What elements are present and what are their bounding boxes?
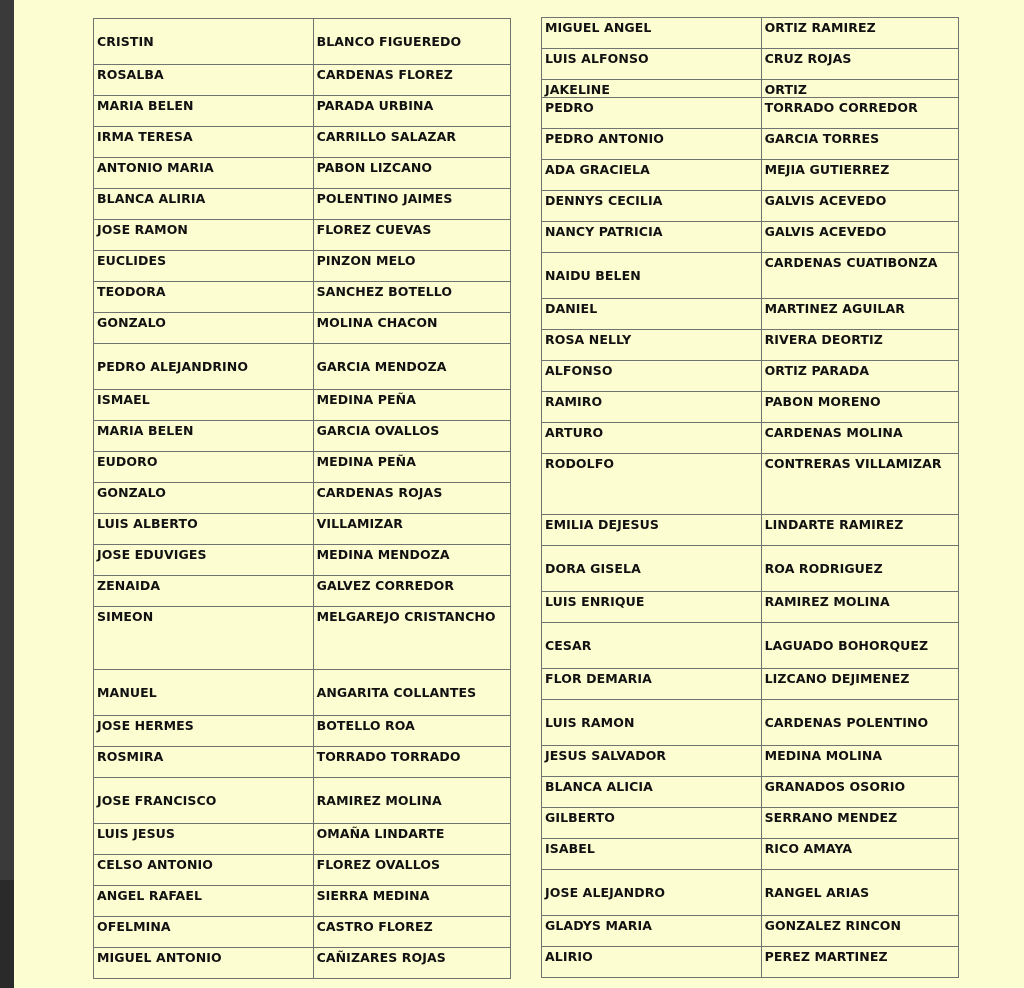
last-name-cell: LINDARTE RAMIREZ: [761, 515, 958, 546]
last-name-cell: ANGARITA COLLANTES: [313, 670, 510, 716]
first-name-cell: MANUEL: [94, 670, 314, 716]
last-name-cell: GARCIA MENDOZA: [313, 344, 510, 390]
right-table-row: [542, 669, 959, 700]
last-name-cell: PEREZ MARTINEZ: [761, 947, 958, 978]
last-name-cell: RICO AMAYA: [761, 839, 958, 870]
right-table-row: [542, 49, 959, 80]
names-table-left: [93, 18, 511, 979]
last-name-cell: MEJIA GUTIERREZ: [761, 160, 958, 191]
right-table-row: [542, 253, 959, 299]
right-table-row: [542, 18, 959, 49]
last-name-cell: RAMIREZ MOLINA: [761, 592, 958, 623]
last-name-cell: GALVIS ACEVEDO: [761, 191, 958, 222]
last-name-cell: LIZCANO DEJIMENEZ: [761, 669, 958, 700]
right-table-row: [542, 423, 959, 454]
left-table-row: [94, 452, 511, 483]
names-table-left-body: [94, 19, 511, 979]
last-name-cell: RANGEL ARIAS: [761, 870, 958, 916]
left-table-row: [94, 96, 511, 127]
first-name-cell: JOSE RAMON: [94, 220, 314, 251]
first-name-cell: FLOR DEMARIA: [542, 669, 762, 700]
first-name-cell: JOSE HERMES: [94, 716, 314, 747]
first-name-cell: NAIDU BELEN: [542, 253, 762, 299]
first-name-cell: SIMEON: [94, 607, 314, 670]
first-name-cell: LUIS ALFONSO: [542, 49, 762, 80]
names-table-right-body: [542, 18, 959, 978]
first-name-cell: GONZALO: [94, 483, 314, 514]
first-name-cell: ALIRIO: [542, 947, 762, 978]
last-name-cell: CARRILLO SALAZAR: [313, 127, 510, 158]
last-name-cell: SERRANO MENDEZ: [761, 808, 958, 839]
right-table-row: [542, 80, 959, 98]
first-name-cell: NANCY PATRICIA: [542, 222, 762, 253]
first-name-cell: MIGUEL ANTONIO: [94, 948, 314, 979]
left-table-row: [94, 220, 511, 251]
last-name-cell: MEDINA PEÑA: [313, 452, 510, 483]
right-table-row: [542, 839, 959, 870]
last-name-cell: VILLAMIZAR: [313, 514, 510, 545]
first-name-cell: MIGUEL ANGEL: [542, 18, 762, 49]
left-table-row: [94, 948, 511, 979]
last-name-cell: CARDENAS FLOREZ: [313, 65, 510, 96]
left-table-row: [94, 65, 511, 96]
right-table-row: [542, 191, 959, 222]
first-name-cell: ADA GRACIELA: [542, 160, 762, 191]
right-table-row: [542, 870, 959, 916]
left-table-row: [94, 855, 511, 886]
right-table-row: [542, 592, 959, 623]
last-name-cell: CARDENAS MOLINA: [761, 423, 958, 454]
first-name-cell: LUIS ENRIQUE: [542, 592, 762, 623]
first-name-cell: BLANCA ALICIA: [542, 777, 762, 808]
first-name-cell: CESAR: [542, 623, 762, 669]
last-name-cell: RIVERA DEORTIZ: [761, 330, 958, 361]
left-table-row: [94, 483, 511, 514]
first-name-cell: LUIS JESUS: [94, 824, 314, 855]
first-name-cell: JAKELINE: [542, 80, 762, 98]
last-name-cell: POLENTINO JAIMES: [313, 189, 510, 220]
first-name-cell: ANGEL RAFAEL: [94, 886, 314, 917]
left-table-row: [94, 747, 511, 778]
left-table-row: [94, 189, 511, 220]
first-name-cell: DANIEL: [542, 299, 762, 330]
left-table-row: [94, 545, 511, 576]
left-table-row: [94, 514, 511, 545]
first-name-cell: CRISTIN: [94, 19, 314, 65]
left-table-row: [94, 313, 511, 344]
first-name-cell: PEDRO: [542, 98, 762, 129]
first-name-cell: EMILIA DEJESUS: [542, 515, 762, 546]
first-name-cell: ISMAEL: [94, 390, 314, 421]
left-table-row: [94, 716, 511, 747]
last-name-cell: ORTIZ: [761, 80, 958, 98]
first-name-cell: GONZALO: [94, 313, 314, 344]
first-name-cell: DENNYS CECILIA: [542, 191, 762, 222]
last-name-cell: CAÑIZARES ROJAS: [313, 948, 510, 979]
first-name-cell: ANTONIO MARIA: [94, 158, 314, 189]
left-table-row: [94, 576, 511, 607]
first-name-cell: JESUS SALVADOR: [542, 746, 762, 777]
right-table-row: [542, 98, 959, 129]
first-name-cell: GLADYS MARIA: [542, 916, 762, 947]
left-table-row: [94, 607, 511, 670]
first-name-cell: IRMA TERESA: [94, 127, 314, 158]
left-table-row: [94, 390, 511, 421]
right-table-row: [542, 299, 959, 330]
last-name-cell: GALVIS ACEVEDO: [761, 222, 958, 253]
last-name-cell: CARDENAS POLENTINO: [761, 700, 958, 746]
left-table-row: [94, 886, 511, 917]
last-name-cell: MELGAREJO CRISTANCHO: [313, 607, 510, 670]
last-name-cell: BLANCO FIGUEREDO: [313, 19, 510, 65]
last-name-cell: CASTRO FLOREZ: [313, 917, 510, 948]
first-name-cell: PEDRO ALEJANDRINO: [94, 344, 314, 390]
left-table-row: [94, 251, 511, 282]
first-name-cell: CELSO ANTONIO: [94, 855, 314, 886]
last-name-cell: SIERRA MEDINA: [313, 886, 510, 917]
last-name-cell: GRANADOS OSORIO: [761, 777, 958, 808]
first-name-cell: ROSALBA: [94, 65, 314, 96]
names-table-right: [541, 17, 959, 978]
last-name-cell: ORTIZ RAMIREZ: [761, 18, 958, 49]
last-name-cell: RAMIREZ MOLINA: [313, 778, 510, 824]
right-table-row: [542, 160, 959, 191]
last-name-cell: CONTRERAS VILLAMIZAR: [761, 454, 958, 515]
last-name-cell: MOLINA CHACON: [313, 313, 510, 344]
right-table-row: [542, 746, 959, 777]
last-name-cell: OMAÑA LINDARTE: [313, 824, 510, 855]
right-table-row: [542, 546, 959, 592]
last-name-cell: CARDENAS ROJAS: [313, 483, 510, 514]
last-name-cell: CARDENAS CUATIBONZA: [761, 253, 958, 299]
last-name-cell: GONZALEZ RINCON: [761, 916, 958, 947]
right-table-row: [542, 623, 959, 669]
left-table-row: [94, 421, 511, 452]
last-name-cell: FLOREZ CUEVAS: [313, 220, 510, 251]
last-name-cell: BOTELLO ROA: [313, 716, 510, 747]
last-name-cell: ROA RODRIGUEZ: [761, 546, 958, 592]
first-name-cell: LUIS RAMON: [542, 700, 762, 746]
last-name-cell: TORRADO CORREDOR: [761, 98, 958, 129]
last-name-cell: MARTINEZ AGUILAR: [761, 299, 958, 330]
left-table-row: [94, 670, 511, 716]
right-table-row: [542, 454, 959, 515]
last-name-cell: TORRADO TORRADO: [313, 747, 510, 778]
first-name-cell: BLANCA ALIRIA: [94, 189, 314, 220]
first-name-cell: ZENAIDA: [94, 576, 314, 607]
right-table-row: [542, 222, 959, 253]
first-name-cell: LUIS ALBERTO: [94, 514, 314, 545]
last-name-cell: PARADA URBINA: [313, 96, 510, 127]
window-edge-strip: [0, 0, 14, 988]
first-name-cell: JOSE EDUVIGES: [94, 545, 314, 576]
first-name-cell: ISABEL: [542, 839, 762, 870]
right-table-row: [542, 330, 959, 361]
last-name-cell: PINZON MELO: [313, 251, 510, 282]
first-name-cell: GILBERTO: [542, 808, 762, 839]
left-table-row: [94, 824, 511, 855]
first-name-cell: OFELMINA: [94, 917, 314, 948]
left-table-row: [94, 778, 511, 824]
first-name-cell: RODOLFO: [542, 454, 762, 515]
first-name-cell: ARTURO: [542, 423, 762, 454]
last-name-cell: GARCIA TORRES: [761, 129, 958, 160]
last-name-cell: MEDINA MOLINA: [761, 746, 958, 777]
right-table-row: [542, 392, 959, 423]
last-name-cell: MEDINA MENDOZA: [313, 545, 510, 576]
first-name-cell: EUCLIDES: [94, 251, 314, 282]
first-name-cell: ALFONSO: [542, 361, 762, 392]
right-table-row: [542, 129, 959, 160]
first-name-cell: MARIA BELEN: [94, 96, 314, 127]
last-name-cell: ORTIZ PARADA: [761, 361, 958, 392]
right-table-row: [542, 947, 959, 978]
right-table-row: [542, 916, 959, 947]
first-name-cell: ROSA NELLY: [542, 330, 762, 361]
left-table-row: [94, 282, 511, 313]
last-name-cell: PABON MORENO: [761, 392, 958, 423]
last-name-cell: GARCIA OVALLOS: [313, 421, 510, 452]
left-table-row: [94, 917, 511, 948]
first-name-cell: PEDRO ANTONIO: [542, 129, 762, 160]
last-name-cell: SANCHEZ BOTELLO: [313, 282, 510, 313]
last-name-cell: MEDINA PEÑA: [313, 390, 510, 421]
last-name-cell: FLOREZ OVALLOS: [313, 855, 510, 886]
right-table-row: [542, 808, 959, 839]
last-name-cell: LAGUADO BOHORQUEZ: [761, 623, 958, 669]
first-name-cell: EUDORO: [94, 452, 314, 483]
last-name-cell: PABON LIZCANO: [313, 158, 510, 189]
first-name-cell: RAMIRO: [542, 392, 762, 423]
first-name-cell: JOSE ALEJANDRO: [542, 870, 762, 916]
right-table-row: [542, 700, 959, 746]
right-table-row: [542, 361, 959, 392]
left-table-row: [94, 127, 511, 158]
first-name-cell: ROSMIRA: [94, 747, 314, 778]
first-name-cell: DORA GISELA: [542, 546, 762, 592]
left-table-row: [94, 19, 511, 65]
first-name-cell: MARIA BELEN: [94, 421, 314, 452]
first-name-cell: TEODORA: [94, 282, 314, 313]
last-name-cell: CRUZ ROJAS: [761, 49, 958, 80]
left-table-row: [94, 158, 511, 189]
first-name-cell: JOSE FRANCISCO: [94, 778, 314, 824]
last-name-cell: GALVEZ CORREDOR: [313, 576, 510, 607]
right-table-row: [542, 777, 959, 808]
left-table-row: [94, 344, 511, 390]
right-table-row: [542, 515, 959, 546]
